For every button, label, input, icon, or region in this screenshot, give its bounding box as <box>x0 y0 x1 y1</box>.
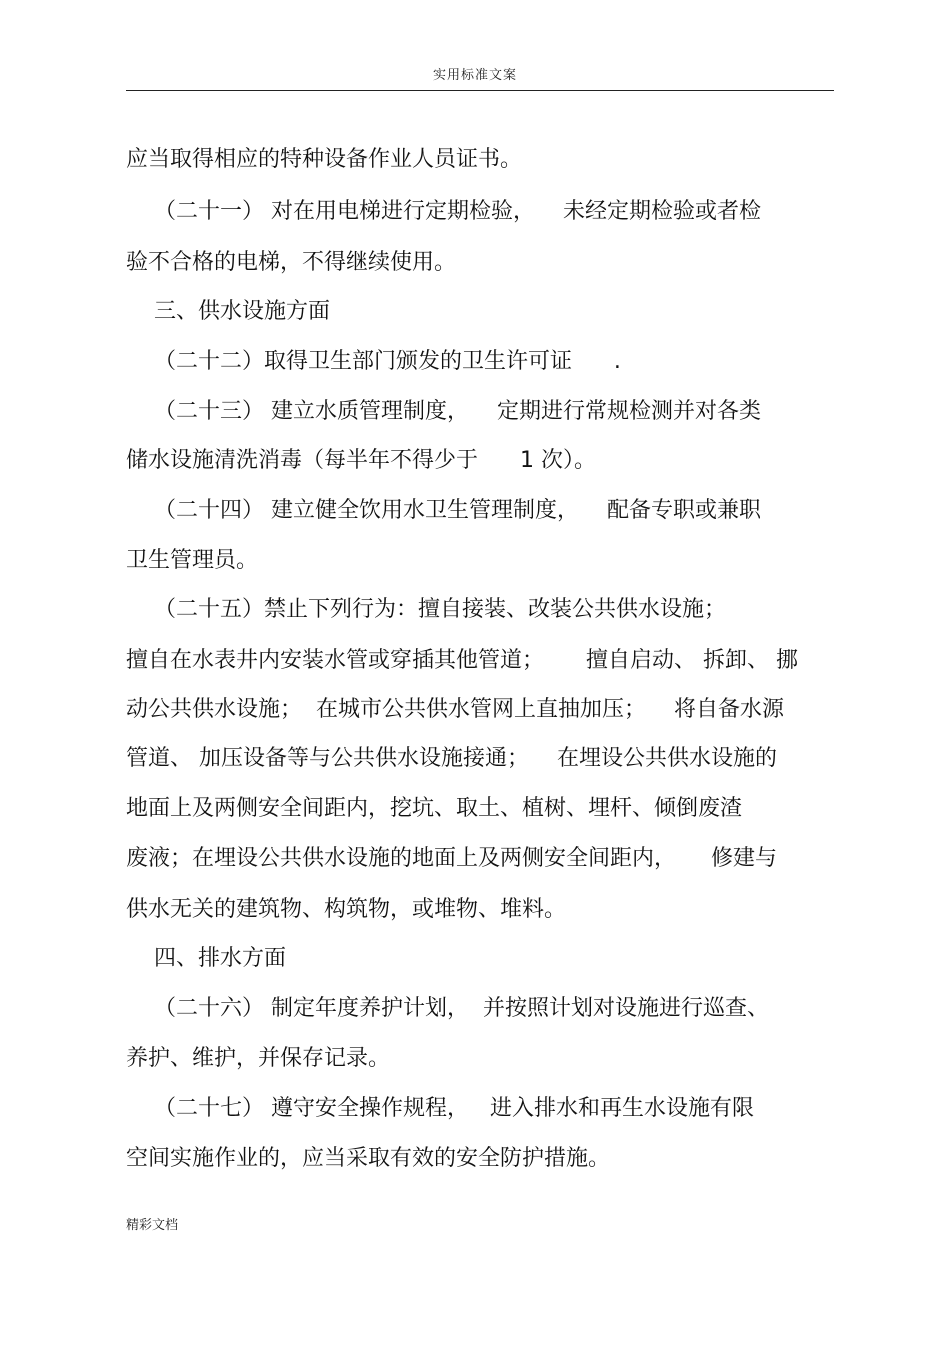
body-line: （二十六） 制定年度养护计划， 并按照计划对设施进行巡查、 <box>126 996 769 1021</box>
page-header: 实用标准文案 <box>432 68 517 83</box>
header-divider <box>126 90 834 91</box>
body-line: 管道、 加压设备等与公共供水设施接通； 在埋设公共供水设施的 <box>126 746 777 771</box>
body-line: （二十一） 对在用电梯进行定期检验， 未经定期检验或者检 <box>126 199 761 224</box>
body-line: 养护、维护，并保存记录。 <box>126 1046 391 1071</box>
body-line: （二十五）禁止下列行为：擅自接装、改装公共供水设施； <box>126 597 726 622</box>
body-line: 废液；在埋设公共供水设施的地面上及两侧安全间距内， 修建与 <box>126 846 777 871</box>
body-line: 应当取得相应的特种设备作业人员证书。 <box>126 147 523 172</box>
body-line: （二十四） 建立健全饮用水卫生管理制度， 配备专职或兼职 <box>126 498 761 523</box>
section-heading: 四、排水方面 <box>126 946 286 971</box>
body-line: （二十七） 遵守安全操作规程， 进入排水和再生水设施有限 <box>126 1096 754 1121</box>
body-line: 擅自在水表井内安装水管或穿插其他管道； 擅自启动、 拆卸、 挪 <box>126 648 798 673</box>
page-footer: 精彩文档 <box>126 1218 179 1233</box>
body-line: 验不合格的电梯，不得继续使用。 <box>126 250 457 275</box>
body-line: 动公共供水设施； 在城市公共供水管网上直抽加压； 将自备水源 <box>126 697 784 722</box>
body-line: 储水设施清洗消毒（每半年不得少于 1 次）。 <box>126 448 596 473</box>
body-line: 卫生管理员。 <box>126 548 259 573</box>
body-line: 空间实施作业的，应当采取有效的安全防护措施。 <box>126 1146 611 1171</box>
body-line: （二十三） 建立水质管理制度， 定期进行常规检测并对各类 <box>126 399 761 424</box>
section-heading: 三、供水设施方面 <box>126 299 330 324</box>
body-line: 供水无关的建筑物、构筑物，或堆物、堆料。 <box>126 897 567 922</box>
body-line: （二十二）取得卫生部门颁发的卫生许可证 . <box>126 349 621 374</box>
body-line: 地面上及两侧安全间距内，挖坑、取土、植树、埋杆、倾倒废渣 <box>126 796 743 821</box>
